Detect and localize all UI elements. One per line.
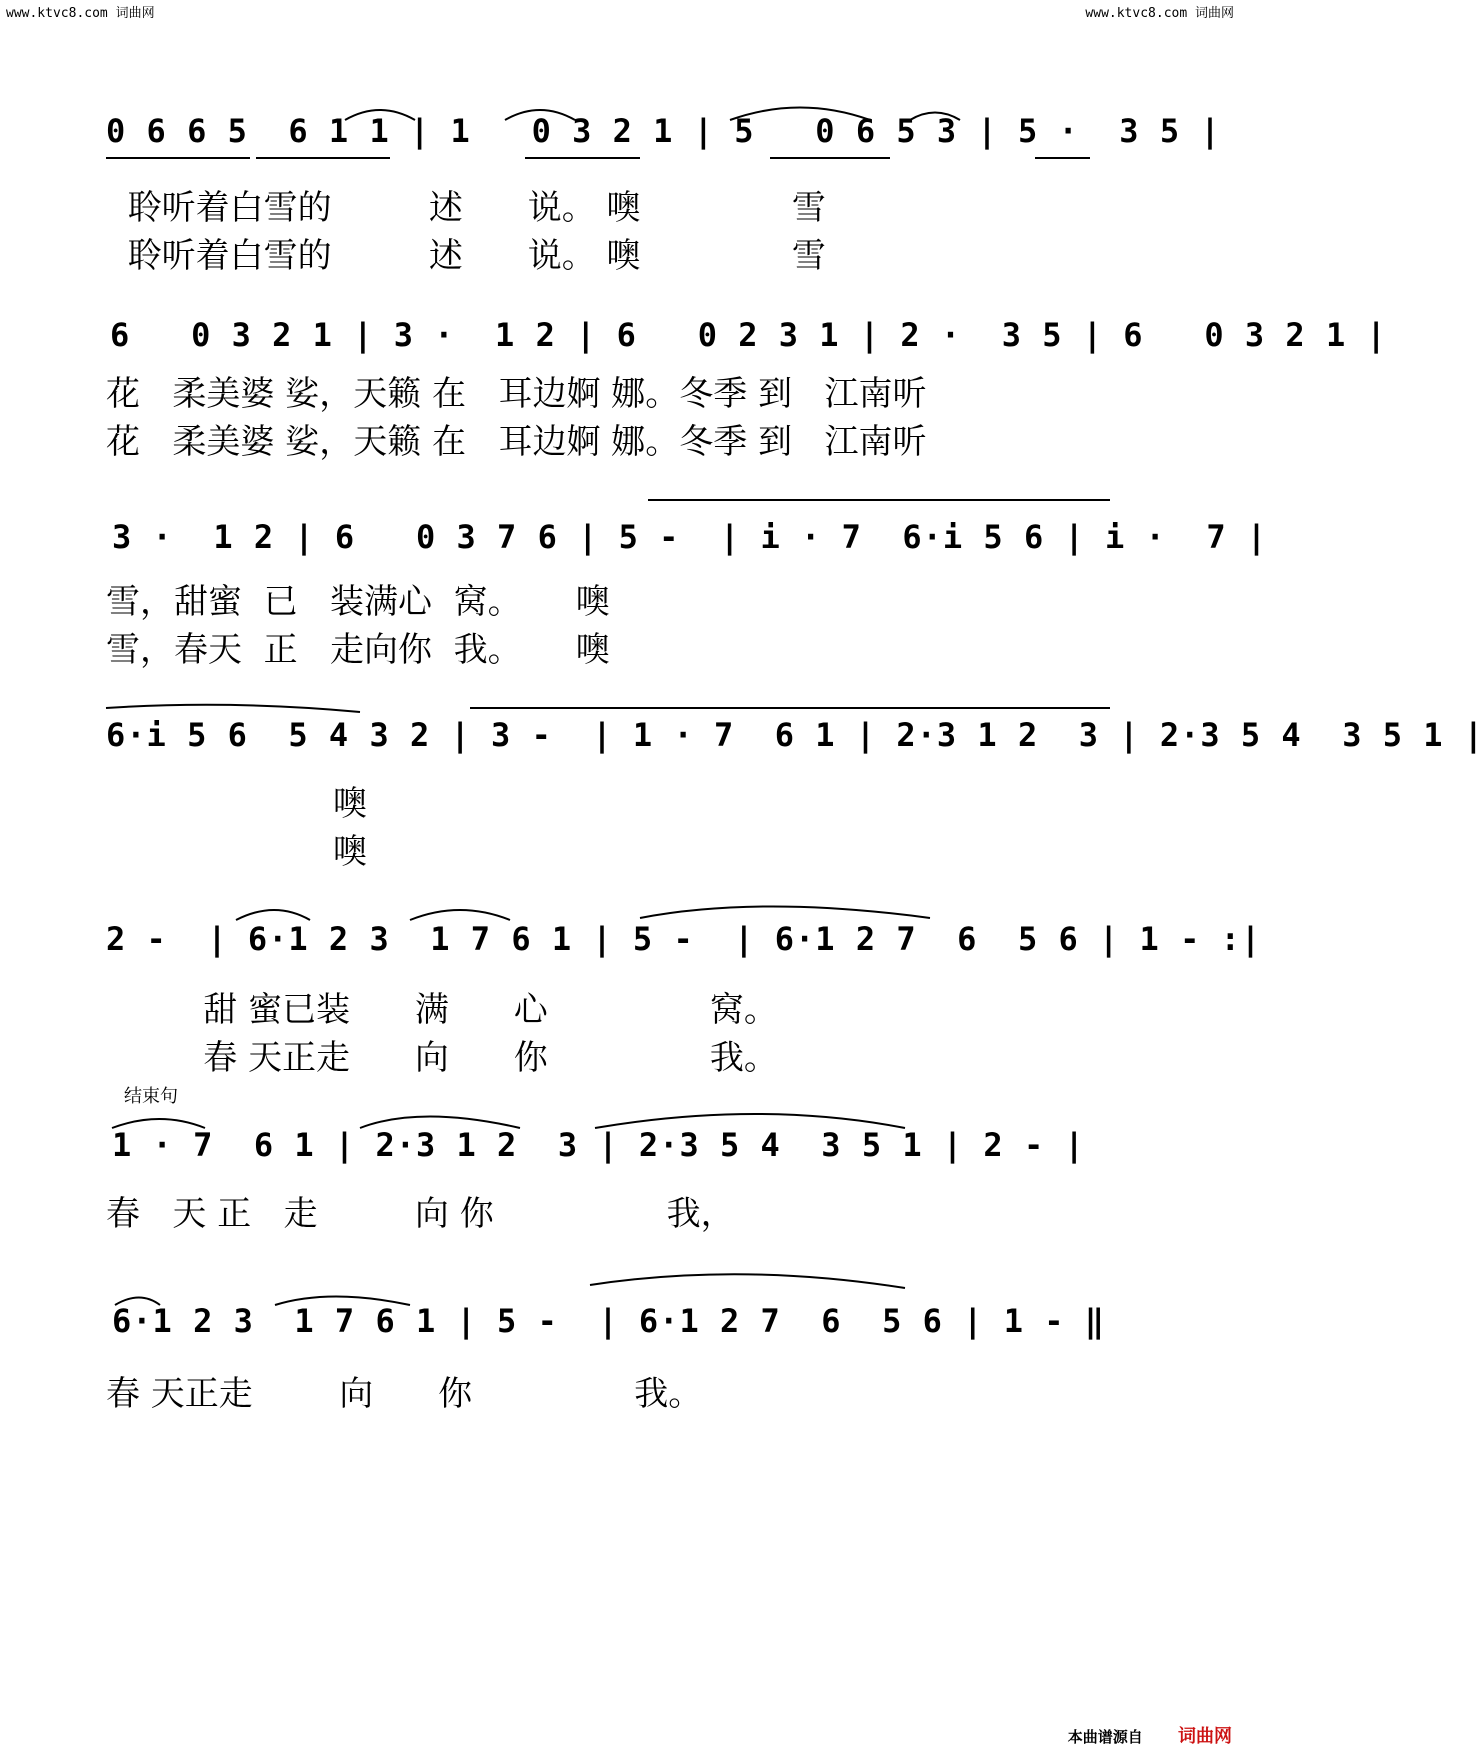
lyric-verse-2: 雪，春天 正 走向你 我。 噢 xyxy=(106,630,610,670)
ending-label: 结束句 xyxy=(124,1086,178,1107)
site-watermark-left: www.ktvc8.com 词曲网 xyxy=(6,6,155,21)
site-watermark-right: www.ktvc8.com 词曲网 xyxy=(1085,6,1234,21)
jianpu-notes: 2 - | 6·1 2 3 1 7 6 1 | 5 - | 6·1 2 7 6 5 6 | 1 - :| xyxy=(106,920,1262,958)
jianpu-notes: 6·1 2 3 1 7 6 1 | 5 - | 6·1 2 7 6 5 6 | 1 - ‖ xyxy=(112,1302,1106,1340)
lyric-verse-1: 雪，甜蜜 已 装满心 窝。 噢 xyxy=(106,582,610,622)
lyric-verse-2: 花 柔美婆 娑，天籁 在 耳边婀 娜。冬季 到 江南听 xyxy=(106,422,927,462)
lyric-verse-2: 聆听着白雪的 述 说。 噢 雪 xyxy=(106,236,826,276)
jianpu-notes: 6 0 3 2 1 | 3 · 1 2 | 6 0 2 3 1 | 2 · 3 5 | 6 0 3 2 1 | xyxy=(110,316,1387,354)
lyric-line: 春 天正走 向 你 我。 xyxy=(106,1374,703,1414)
lyric-verse-1: 聆听着白雪的 述 说。 噢 雪 xyxy=(106,188,826,228)
lyric-verse-1: 噢 xyxy=(106,784,367,824)
lyric-verse-2: 噢 xyxy=(106,832,367,872)
jianpu-notes: 1 · 7 6 1 | 2·3 1 2 3 | 2·3 5 4 3 5 1 | 2 - | xyxy=(112,1126,1085,1164)
lyric-verse-1: 甜 蜜已装 满 心 窝。 xyxy=(106,990,778,1030)
source-footer xyxy=(1068,1722,1232,1748)
jianpu-notes: 0 6 6 5 6 1 1 | 1 0 3 2 1 | 5 0 6 5 3 | 5 · 3 5 | xyxy=(106,112,1221,150)
slur xyxy=(410,910,510,920)
lyric-verse-1: 花 柔美婆 娑，天籁 在 耳边婀 娜。冬季 到 江南听 xyxy=(106,374,927,414)
slur xyxy=(640,907,930,919)
slur xyxy=(106,705,360,712)
lyric-line: 春 天 正 走 向 你 我， xyxy=(106,1194,735,1234)
lyric-verse-2: 春 天正走 向 你 我。 xyxy=(106,1038,778,1078)
slur xyxy=(590,1274,905,1288)
source-label: 本曲谱源自 xyxy=(1067,1728,1143,1746)
jianpu-notes: 3 · 1 2 | 6 0 3 7 6 | 5 - | i · 7 6·i 5 6 | i · 7 | xyxy=(112,518,1268,556)
slur xyxy=(236,910,310,920)
jianpu-notes: 6·i 5 6 5 4 3 2 | 3 - | 1 · 7 6 1 | 2·3 1 2 3 | 2·3 5 4 3 5 1 | xyxy=(106,716,1484,754)
brand-logo-text: 词曲网 xyxy=(1178,1726,1232,1747)
